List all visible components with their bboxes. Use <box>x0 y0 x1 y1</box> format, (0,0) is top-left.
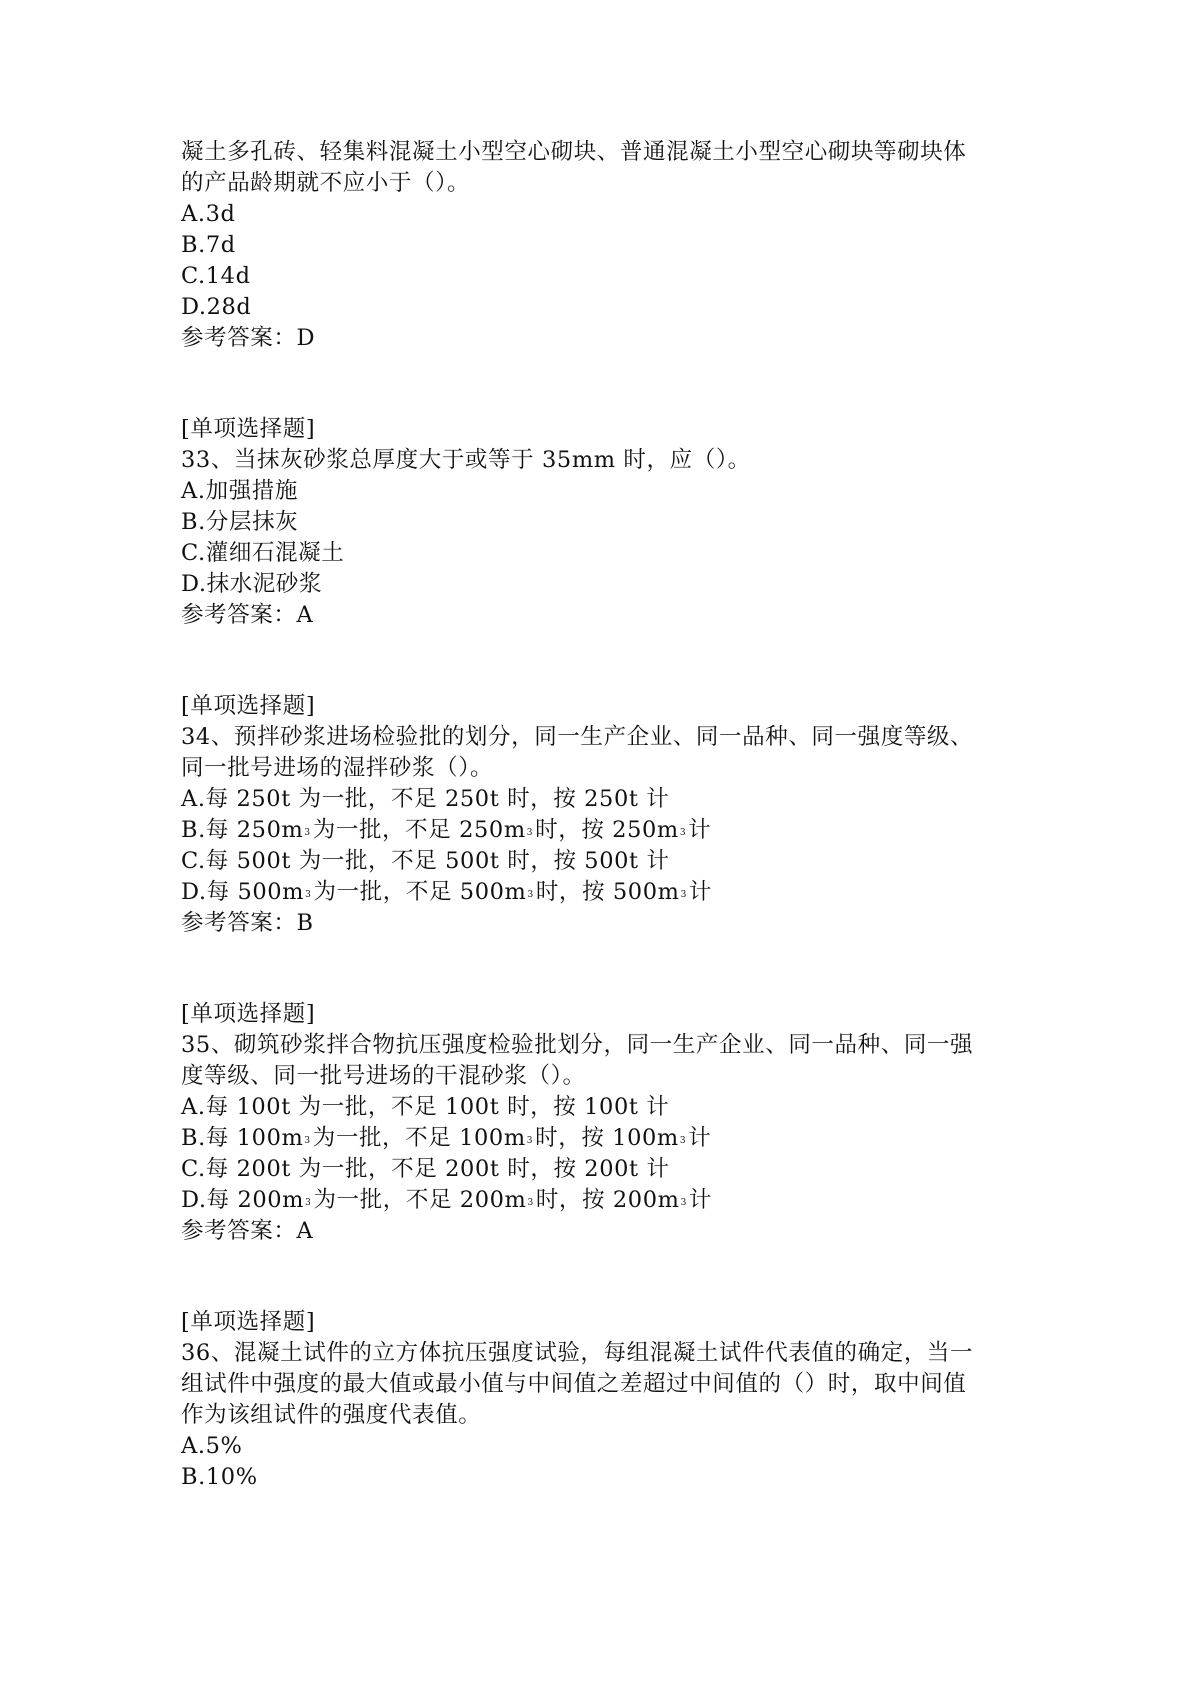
question-type-label: [单项选择题] <box>181 416 316 442</box>
document-content <box>181 137 1021 1493</box>
question-text-line: 36、混凝土试件的立方体抗压强度试验，每组混凝土试件代表值的确定，当一 <box>181 1340 974 1366</box>
option-a <box>181 784 1021 815</box>
superscript-3: 3 <box>680 1198 687 1208</box>
question-text-line: 34、预拌砂浆进场检验批的划分，同一生产企业、同一品种、同一强度等级、 <box>181 724 974 750</box>
question-text-line: 度等级、同一批号进场的干混砂浆（）。 <box>181 1063 586 1089</box>
option-a: A.加强措施 <box>181 478 299 504</box>
reference-answer: 参考答案：B <box>181 910 314 936</box>
superscript-3: 3 <box>304 828 311 838</box>
superscript-3: 3 <box>526 828 534 838</box>
option-d-text-4: 计 <box>688 879 712 905</box>
option-c: C.灌细石混凝土 <box>181 540 345 566</box>
option-b: B.10% <box>181 1464 258 1490</box>
question-text-line: 33、当抹灰砂浆总厚度大于或等于 35mm 时，应（）。 <box>181 447 751 473</box>
option-b-text-1: B.每 100m <box>181 1125 304 1151</box>
option-a: A.5% <box>181 1433 243 1459</box>
reference-answer: 参考答案：A <box>181 1218 314 1244</box>
option-a: A.3d <box>181 201 236 227</box>
question-text-line: 作为该组试件的强度代表值。 <box>181 1402 482 1428</box>
option-b <box>181 815 1021 846</box>
question-33 <box>181 414 1021 631</box>
superscript-3: 3 <box>680 890 687 900</box>
option-b-text-1: B.每 250m <box>181 817 304 843</box>
superscript-3: 3 <box>679 1136 687 1146</box>
question-text-line: 的产品龄期就不应小于（）。 <box>181 170 471 196</box>
option-d-text-3: 时，按 200m <box>535 1187 680 1213</box>
superscript-3: 3 <box>305 890 312 900</box>
option-b: B.7d <box>181 232 236 258</box>
option-b <box>181 1123 1021 1154</box>
question-text-line: 组试件中强度的最大值或最小值与中间值之差超过中间值的（）时，取中间值 <box>181 1371 967 1397</box>
superscript-3: 3 <box>527 890 534 900</box>
option-c <box>181 846 1021 877</box>
option-b-text-2: 为一批，不足 100m <box>312 1125 526 1151</box>
superscript-3: 3 <box>304 1136 311 1146</box>
superscript-3: 3 <box>526 1136 534 1146</box>
option-d-text-4: 计 <box>688 1187 712 1213</box>
option-d-text-2: 为一批，不足 500m <box>313 879 527 905</box>
option-b: B.分层抹灰 <box>181 509 299 535</box>
option-d-text-3: 时，按 500m <box>535 879 680 905</box>
option-b-text-2: 为一批，不足 250m <box>312 817 526 843</box>
question-35 <box>181 999 1021 1247</box>
option-b-text-4: 计 <box>688 1125 712 1151</box>
option-d-text-1: D.每 500m <box>181 879 305 905</box>
option-a-text: A.每 100t 为一批，不足 100t 时，按 100t 计 <box>181 1094 670 1120</box>
question-text-line: 35、砌筑砂浆拌合物抗压强度检验批划分，同一生产企业、同一品种、同一强 <box>181 1032 974 1058</box>
superscript-3: 3 <box>679 828 687 838</box>
option-d-text-1: D.每 200m <box>181 1187 305 1213</box>
option-a-text: A.每 250t 为一批，不足 250t 时，按 250t 计 <box>181 786 670 812</box>
question-32-continuation <box>181 137 1021 354</box>
question-34 <box>181 691 1021 939</box>
option-c: C.14d <box>181 263 251 289</box>
option-b-text-3: 时，按 100m <box>535 1125 679 1151</box>
question-type-label: [单项选择题] <box>181 1001 316 1027</box>
option-d <box>181 877 1021 908</box>
reference-answer: 参考答案：D <box>181 325 316 351</box>
option-c-text: C.每 200t 为一批，不足 200t 时，按 200t 计 <box>181 1156 670 1182</box>
option-c-text: C.每 500t 为一批，不足 500t 时，按 500t 计 <box>181 848 670 874</box>
option-d-text-2: 为一批，不足 200m <box>313 1187 527 1213</box>
option-d: D.抹水泥砂浆 <box>181 571 323 597</box>
question-type-label: [单项选择题] <box>181 1309 316 1335</box>
option-d: D.28d <box>181 294 252 320</box>
question-type-label: [单项选择题] <box>181 693 316 719</box>
question-text-line: 同一批号进场的湿拌砂浆（）。 <box>181 755 494 781</box>
question-36 <box>181 1307 1021 1493</box>
option-b-text-4: 计 <box>688 817 712 843</box>
reference-answer: 参考答案：A <box>181 602 314 628</box>
superscript-3: 3 <box>527 1198 534 1208</box>
option-d <box>181 1185 1021 1216</box>
option-b-text-3: 时，按 250m <box>535 817 679 843</box>
question-text-line: 凝土多孔砖、轻集料混凝土小型空心砌块、普通混凝土小型空心砌块等砌块体 <box>181 139 967 165</box>
option-a <box>181 1092 1021 1123</box>
option-c <box>181 1154 1021 1185</box>
superscript-3: 3 <box>305 1198 312 1208</box>
